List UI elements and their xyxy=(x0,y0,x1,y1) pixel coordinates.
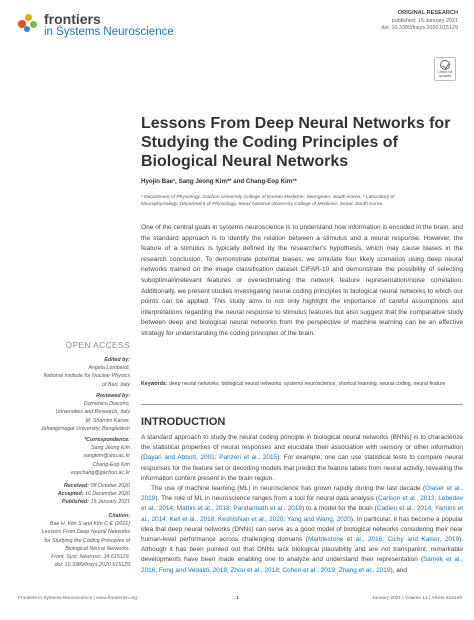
affiliation-line: Neurophysiology, Department of Physiology, Seoul National University College of Medicine, Seoul, South Korea xyxy=(141,202,383,208)
correspondence: *Correspondence: Sang Jeong Kim sangkim@snu.ac.kr Chang-Eop Kim eopchang@gachon.ac.kr xyxy=(18,436,130,477)
frontiers-logo-icon xyxy=(18,12,40,34)
reviewed-by: Reviewed by: Domenico Diacono, Universities and Research, Italy M. Shamim Kaiser, Jahangirnagar University, Bangladesh xyxy=(40,393,130,432)
check-updates-button[interactable] xyxy=(434,57,456,81)
authors: Hyojin Bae¹, Sang Jeong Kim²* and Chang-Eop Kim¹* xyxy=(141,178,297,185)
email-link[interactable]: eopchang@gachon.ac.kr xyxy=(71,469,130,476)
abstract: One of the central goals in systems neuroscience is to understand how information is encoded in the brain, and the standard approach is to identify the relation between a stimulus and a neural response. However, the feature of a stimulus is typically defined by the researcher's hypothesis, which may cause biases in the research conclusion. To demonstrate potential biases, we simulate four likely scenarios using deep neural networks trained on the image classification dataset CIFAR-10 and demonstrate the possibility of selecting suboptimal/irrelevant features or overestimating the network feature representation/noise correlation. Additionally, we present studies investigating neural coding principles in biological neural networks to which our points can be applied. This study aims to not only highlight the importance of careful assumptions and interpretations regarding the neural response to stimulus features but also suggest that the comparative study between deep and biological neural networks from the perspective of machine learning can be an effective strategy for understanding the coding principles of the brain. xyxy=(141,224,463,337)
article-type: ORIGINAL RESEARCH xyxy=(397,10,458,16)
citation: Citation: Bae H, Kim S and Kim C-E (2021) Lessons From Deep Neural Networks for Studying the Coding Principles of Biological Neural Networks. Front. Syst. Neurosci. 14:615129. doi: 10.3389/fnsys.2020.615129 xyxy=(18,512,130,569)
check-updates-label: Check for updates xyxy=(437,69,453,78)
edited-by: Edited by: Angela Lombardi, National Institute for Nuclear Physics of Bari, Italy xyxy=(43,357,130,388)
intro-paragraph: The use of machine learning (ML) in neuroscience has grown rapidly during the last decade (Glaser et al., 2019). The role of ML in neuroscience ranges from a tool for neural data analysis (Carlson et al., 2013; Lebedev et al., 2014; Mathis et al., 2018; Pandarinath et al., 2018) to a model for the brain (Cadieu et al., 2014; Yamins et al., 2014; Kell et al., 2018; Keshishian et al., 2020; Yang and Wang, 2020). In particular, it has become a popular idea that deep neural networks (DNNs) can serve as a good model of biological networks considering their near human-level performance across challenging domains (Marblestone et al., 2016; Cichy and Kaiser, 2019). Although it has been pointed out that DNNs lack biological plausibility and are not transparent, remarkable developments have been made enabling one to analyze and understand their representation (Samek et al., 2016; Fong and Vedaldi, 2018; Zhou et al., 2018; Cohen et al., 2019; Zhang et al., 2019), and xyxy=(141,485,464,574)
logo-name: frontiers xyxy=(44,11,101,27)
published-date: published: 15 January 2021 xyxy=(391,17,458,24)
citation-link[interactable]: Samek et al., 2016; Fong and Vedaldi, 2018; Zhou et al., 2018; Cohen et al., 2019; Zhang et al., 2019 xyxy=(141,556,463,574)
citation-link[interactable]: Dayan and Abbott, 2001; Panzeri et al., 2015 xyxy=(143,454,278,462)
citation-link[interactable]: Cadieu et al., 2014; Yamins et al., 2014; Kell et al., 2018; Keshishian et al., 2020; Yang and Wang, 2020 xyxy=(141,505,463,523)
citation-doi[interactable]: doi: 10.3389/fnsys.2020.615129 xyxy=(54,562,130,569)
intro-paragraph: A standard approach to study the neural coding principle in biological neural networks (BNNs) is to characterize the statistical properties of neural responses and elucidate their association with sensory or other information (Dayan and Abbott, 2001; Panzeri et al., 2015). For example, one can use statistical tests to compare neural responses for the feature set or decoding models that predict the feature labels from neural activity, revealing the information content present in the brain region. xyxy=(141,434,463,482)
intro-heading: INTRODUCTION xyxy=(141,416,226,428)
citation-link[interactable]: Carlson et al., 2013; Lebedev et al., 2014; Mathis et al., 2018; Pandarinath et al., 2018 xyxy=(141,495,463,513)
article-title: Lessons From Deep Neural Networks for Studying the Coding Principles of Biological Neural Networks xyxy=(141,115,451,170)
section-divider xyxy=(141,404,463,405)
footer-journal[interactable]: Frontiers in Systems Neuroscience | www.frontiersin.org xyxy=(18,596,138,601)
dates: Received: 08 October 2020 Accepted: 16 December 2020 Published: 15 January 2021 xyxy=(57,483,130,506)
footer-volume: January 2021 | Volume 14 | Article 615129 xyxy=(372,596,462,601)
open-access-label: OPEN ACCESS xyxy=(65,340,130,350)
frontiers-logo[interactable] xyxy=(18,12,174,39)
page-number: 1 xyxy=(236,596,239,601)
affiliation-line: ¹ Department of Physiology, Gachon University College of Korean Medicine, Seongnam, South Korea, ² Laboratory of xyxy=(141,195,395,200)
intro-body xyxy=(141,433,463,576)
doi[interactable]: doi: 10.3389/fnsys.2020.615129 xyxy=(381,24,458,31)
citation-link[interactable]: Glaser et al., 2019 xyxy=(141,485,463,503)
page-header xyxy=(18,10,458,50)
page-footer xyxy=(18,596,462,606)
email-link[interactable]: sangkim@snu.ac.kr xyxy=(83,453,130,460)
journal-name: in Systems Neuroscience xyxy=(44,26,174,38)
keywords xyxy=(141,381,463,389)
affiliations xyxy=(141,194,463,208)
citation-link[interactable]: Marblestone et al., 2016; Cichy and Kaiser, 2019 xyxy=(307,536,460,544)
keywords-list: deep neural networks, biological neural networks, systems neuroscience, shortcut learning, neural coding, neural feature xyxy=(168,381,446,387)
keywords-label: Keywords: xyxy=(141,381,168,387)
check-icon xyxy=(440,60,450,70)
article-meta xyxy=(381,10,458,32)
